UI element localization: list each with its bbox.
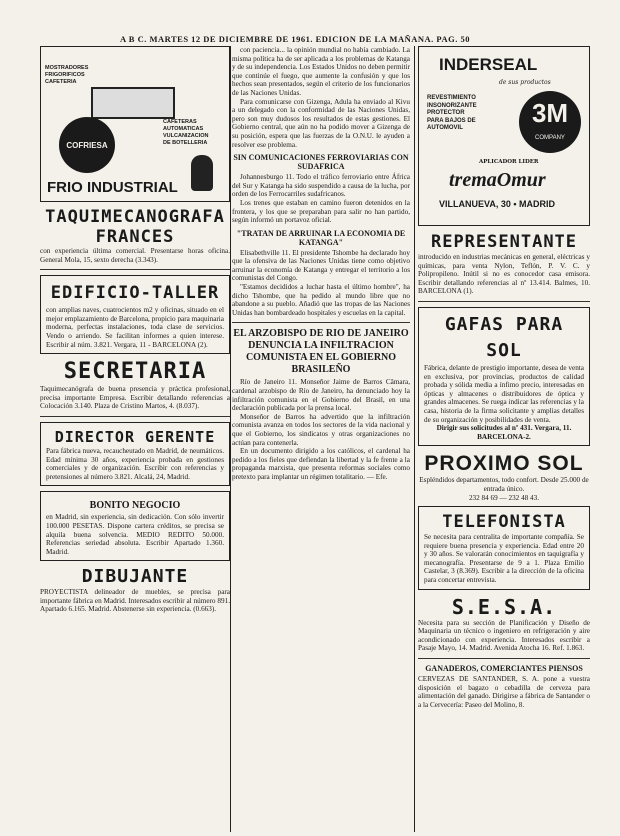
ad-secretaria (40, 359, 230, 411)
proximo-phones: 232 84 69 — 232 48 43. (468, 493, 540, 502)
bonito-title: BONITO NEGOCIO (89, 500, 181, 512)
ad-ganaderos (418, 664, 590, 709)
ad-representante (418, 231, 590, 296)
representante-text: introducido en industrias mecánicas en general, eléctricas y químicas, para venta Nylon, Teflón, P. V. C. y Polipropileno. Inútil si no es conocedor casa emisora. Escribir detallando referencias al nº 13.414. Balmes, 10. BARCELONA (1). (418, 253, 590, 296)
column-classifieds-right (418, 46, 590, 834)
edificio-title: EDIFICIO-TALLER (50, 283, 220, 304)
inderseal-line: INSONORIZANTE (427, 102, 477, 109)
3m-logo-text: 3M (531, 98, 569, 128)
column-classifieds-left (40, 46, 230, 834)
secretaria-text: Taquimecanógrafa de buena presencia y práctica profesional, precisa importante Empresa. Escribir detallando referencias a Colocación 3.140. Plaza de Cristino Martos, 4. (8.037). (40, 385, 230, 411)
inderseal-sub: de sus productos (499, 79, 551, 86)
telefonista-title: TELEFONISTA (442, 512, 566, 533)
frio-line: DE BOTELLERIA (163, 140, 208, 146)
telefonista-text: Se necesita para centralita de importante compañía. Se requiere buena presencia y experiencia. Edad entre 20 y 30 años. Se valorarán conocimientos en taquigrafía y mecanografía. Presentarse de 9 a 1. Plaza Emilio Castelar, 3 (8.369). Escribir a la dirección de la oficina para concertar entrevista. (424, 533, 584, 585)
ad-sesa (418, 595, 590, 653)
news-paragraph: Elisabethville 11. El presidente Tshombe ha declarado hoy que la ofensiva de las Naciones Unidas tiene como objetivo arruinar la economía de Katanga y entregar el territorio a los comunistas del Congo. (232, 248, 410, 283)
taqui-text: con experiencia última comercial. Presentarse horas oficina. General Mola, 15, sexto derecha (3.343). (40, 247, 230, 264)
ad-bonito-negocio (40, 491, 230, 561)
sesa-text: Necesita para su sección de Planificación y Diseño de Maquinaria un técnico o ingeniero en refrigeración y aire acondicionado con experiencia. Interesados escribir a Pasaje Mayo, 14. Madrid. Avenida Atocha 16. Ref. 1.863. (418, 618, 590, 653)
separator (40, 416, 230, 417)
news-paragraph: Para comunicarse con Gizenga, Adula ha enviado al Kivu a un delegado con la conformidad de las Naciones Unidas, pero son muy dudosos los resultados de estas gestiones. El Gobierno central, que aún no ha podido mover a Gizenga de su posición, espera que las fuerzas de la O.N.U. le ayuden a resolver ese problema. (232, 97, 410, 149)
frio-line: AUTOMATICAS (163, 126, 204, 132)
taqui-title: TAQUIMECANOGRAFA (45, 207, 225, 227)
news-paragraph: Monseñor de Barros ha advertido que la infiltración comunista avanza en todos los sectores de la vida nacional y que el Gobierno, los sindicatos y otras organizaciones no actúan para contenerla. (232, 412, 410, 447)
director-text: Para fábrica nueva, recaucheutado en Madrid, de neumáticos. Edad mínima 30 años, experiencia probada en gestiones comerciales y de organización. Escribir con referencias y pretensiones al número 3.821. Alcalá, 24, Madrid. (46, 446, 224, 481)
inderseal-line: PARA BAJOS DE (427, 117, 476, 124)
cofriesa-logo: COFRIESA (59, 117, 115, 173)
ganaderos-text: CERVEZAS DE SANTANDER, S. A. pone a vuestra disposición el bagazo o cebadilla de cerveza para alimentación del ganado. Dirigirse a fábrica de Santander o a la Cervecería: Paseo del Molino, 8. (418, 675, 590, 709)
frio-line: FRIGORIFICOS (45, 72, 85, 78)
sesa-title: S.E.S.A. (451, 594, 557, 619)
ad-gafas-sol (418, 307, 590, 446)
news-paragraph: En un documento dirigido a los católicos, el cardenal ha pedido a los fieles que defiendan la libertad y la fe frente a la propaganda marxista, que presenta reformas sociales como pretexto para implantar un régimen totalitario. — Efe. (232, 447, 410, 481)
showcase-illustration (91, 87, 175, 119)
frio-line: CAFETERAS (163, 119, 197, 125)
frio-title: FRIO INDUSTRIAL (47, 179, 178, 196)
inderseal-brand: INDERSEAL (439, 55, 538, 74)
dealer-logo: tremaOmur (449, 169, 546, 191)
separator (40, 269, 230, 270)
secretaria-title: SECRETARIA (63, 359, 207, 385)
news-paragraph: Johannesburgo 11. Todo el tráfico ferroviario entre África del Sur y Katanga ha sido suspendido a causa de la lucha, por orden de los Ferrocarriles sudafricanos. (232, 173, 410, 199)
dibujante-title: DIBUJANTE (81, 566, 189, 588)
news-paragraph: Los trenes que estaban en camino fueron detenidos en la frontera, y los que se preparaban para salir no han partido, según informó un portavoz oficial. (232, 198, 410, 225)
ad-edificio-taller (40, 275, 230, 354)
ad-frio-industrial (40, 46, 230, 202)
separator (232, 322, 410, 323)
penguin-icon (191, 155, 213, 191)
ad-director-gerente (40, 422, 230, 486)
inderseal-aplic: APLICADOR LIDER (479, 159, 539, 165)
separator (418, 301, 590, 302)
inderseal-list (427, 95, 477, 133)
news-subheading: "TRATAN DE ARRUINAR LA ECONOMIA DE KATANGA" (236, 228, 406, 247)
ganaderos-title: GANADEROS, COMERCIANTES PIENSOS (425, 664, 583, 674)
director-title: DIRECTOR GERENTE (54, 427, 216, 446)
ad-dibujante (40, 566, 230, 614)
3m-logo (519, 91, 581, 153)
edificio-text: con amplias naves, cuatrocientos m2 y oficinas, situado en el mejor emplazamiento de Barcelona, propicio para maquinaria moderna, perfectas instalaciones, toda clase de servicios. Vendo o arriendo. Se facilitan informes a quien interese. Escribir al núm. 3.821. Vergara, 11 - BARCELONA (2). (46, 306, 224, 349)
column-rule-2 (414, 46, 415, 832)
representante-title: REPRESENTANTE (430, 232, 578, 252)
3m-logo-sub: COMPANY (535, 135, 565, 141)
column-rule-1 (230, 46, 231, 832)
proximo-text: Espléndidos departamentos, todo confort. Desde 25.000 de entrada único. (419, 476, 589, 493)
ad-taquimecanografa (40, 207, 230, 264)
dealer-address: VILLANUEVA, 30 • MADRID (439, 199, 555, 209)
bonito-text: en Madrid, sin experiencia, sin dedicación. Con sólo invertir 100.000 PESETAS. Dispone cartera créditos, se precisa se alquila buena solvencia. MEDIO REDITO 50.000. Referencias seriedad absoluta. Escribir Apartado 1.360. Madrid. (46, 513, 224, 556)
frio-line: MOSTRADORES (45, 65, 89, 71)
inderseal-line: REVESTIMIENTO (427, 95, 476, 101)
news-paragraph: Río de Janeiro 11. Monseñor Jaime de Barros Câmara, cardenal arzobispo de Río de Janeiro, ha denunciado hoy la infiltración comunista en el Gobierno del Brasil, en una declaración publicada por la prensa local. (232, 378, 410, 413)
gafas-title: GAFAS PARA SOL (444, 313, 564, 361)
ad-telefonista (418, 506, 590, 590)
separator (418, 658, 590, 659)
page-header: A B C. MARTES 12 DE DICIEMBRE DE 1961. EDICION DE LA MAÑANA. PAG. 50 (120, 34, 470, 44)
news-paragraph: "Estamos decididos a luchar hasta el último hombre", ha dicho Tshombe, que ha pedido al mundo libre que no abandone a su pueblo. Añadió que las tropas de las Naciones Unidas han bombardeado hospitales y escuelas en la capital. (232, 283, 410, 317)
proximo-title: PROXIMO SOL (424, 452, 584, 476)
news-paragraph: con paciencia... la opinión mundial no había cambiado. La misma política ha de ser aplicada a los problemas de Katanga y de su independencia. Los Estados Unidos no deben permitir que continúe el fuego, que aumente la confusión y que los hechos sean presentados, según el criterio de los funcionarios de las Naciones Unidas. (232, 46, 410, 97)
taqui-subtitle: FRANCES (95, 227, 175, 247)
inderseal-line: PROTECTOR (427, 110, 465, 116)
frio-line: CAFETERIA (45, 79, 77, 85)
gafas-text: Fábrica, delante de prestigio importante, desea de venta en exclusiva, por provincias, productos de calidad probada y sólida media a ínfimo precio, interesadas en ópticas y almacenes o distribuidores de óptica y grandes almacenes. Se ruega indicar las referencias y la casa, historia de la firma solicitante y amplias detalles de su organización y posibilidades de venta. (424, 363, 584, 424)
frio-line: VULCANIZACION (163, 133, 209, 139)
ad-proximo-sol (418, 451, 590, 502)
dibujante-text: PROYECTISTA delineador de muebles, se precisa para importante fábrica en Madrid. Interesados escribir al número 891. Apartado 6.165. Madrid. Abstenerse sin experiencia. (0.663). (40, 588, 230, 614)
news-headline: EL ARZOBISPO DE RIO DE JANEIRO DENUNCIA LA INFILTRACION COMUNISTA EN EL GOBIERNO BRASILEÑO (233, 328, 409, 376)
gafas-foot: Dirigir sus solicitudes al nº 431. Vergara, 11. BARCELONA-2. (436, 424, 572, 441)
frio-left-list (45, 65, 88, 86)
inderseal-line: AUTOMOVIL (427, 125, 463, 131)
frio-right-list (163, 119, 209, 147)
column-news (232, 46, 410, 834)
news-subheading: SIN COMUNICACIONES FERROVIARIAS CON SUDAFRICA (233, 153, 409, 172)
ad-inderseal (418, 46, 590, 226)
